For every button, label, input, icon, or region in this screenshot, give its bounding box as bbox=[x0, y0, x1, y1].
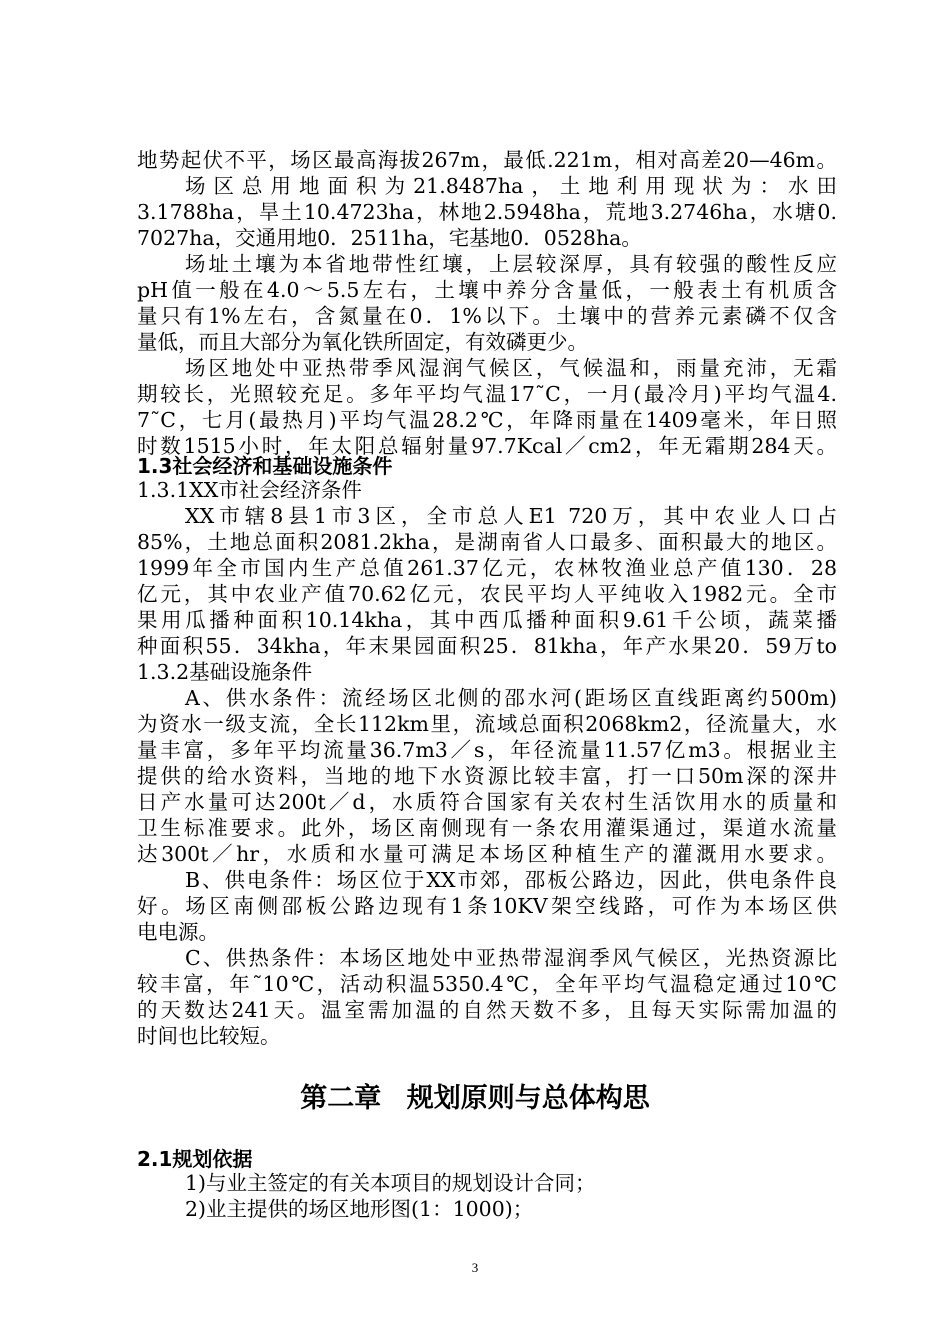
text-line: 量丰富，多年平均流量36.7m3／s，年径流量11.57亿m3。根据业主 bbox=[137, 738, 837, 762]
text-line: B、供电条件：场区位于XX市郊，邵板公路边，因此，供电条件良 bbox=[185, 868, 837, 892]
list-item: 1)与业主签定的有关本项目的规划设计合同； bbox=[185, 1171, 596, 1195]
text-line: 1999年全市国内生产总值261.37亿元，农林牧渔业总产值130．28 bbox=[137, 556, 837, 580]
text-line: 为资水一级支流，全长112km里，流域总面积2068km2，径流量大，水 bbox=[137, 712, 838, 736]
text-line: 时间也比较短。 bbox=[137, 1024, 281, 1048]
text-line: 果用瓜播种面积10.14kha，其中西瓜播种面积9.61千公顷，蔬菜播 bbox=[137, 608, 837, 632]
text-line: 地势起伏不平，场区最高海拔267m，最低.221m，相对高差20—46m。 bbox=[137, 148, 837, 172]
text-line: 好。场区南侧邵板公路边现有1条10KV架空线路，可作为本场区供 bbox=[137, 894, 837, 918]
text-line: 场址土壤为本省地带性红壤，上层较深厚，具有较强的酸性反应 bbox=[185, 252, 837, 276]
text-line: 场区地处中亚热带季风湿润气候区，气候温和，雨量充沛，无霜 bbox=[185, 356, 837, 380]
text-line: 量低，而且大部分为氧化铁所固定，有效磷更少。 bbox=[137, 330, 588, 354]
text-line: 7027ha，交通用地0．2511ha，宅基地0．0528ha。 bbox=[137, 226, 642, 250]
list-item: 2)业主提供的场区地形图(1：1000)； bbox=[185, 1197, 534, 1221]
subsection-heading: 1.3.2基础设施条件 bbox=[137, 660, 313, 684]
chapter-title: 第二章 规划原则与总体构思 bbox=[300, 1083, 650, 1114]
text-line: 期较长，光照较充足。多年平均气温17˜C，一月(最冷月)平均气温4. bbox=[137, 382, 837, 406]
text-line: 电电源。 bbox=[137, 920, 219, 944]
text-line: 3.1788ha，旱土10.4723ha，林地2.5948ha，荒地3.2746ha，水塘0. bbox=[137, 200, 837, 224]
text-line: C、供热条件：本场区地处中亚热带湿润季风气候区，光热资源比 bbox=[185, 946, 837, 970]
text-line: XX市辖8县1市3区，全市总人E1 720万，其中农业人口占 bbox=[185, 504, 837, 528]
text-line: 亿元，其中农业产值70.62亿元，农民平均人平纯收入1982元。全市 bbox=[137, 582, 837, 606]
text-line: 达300t／hr，水质和水量可满足本场区种植生产的灌溉用水要求。 bbox=[137, 842, 837, 866]
text-line: 提供的给水资料，当地的地下水资源比较丰富，打一口50m深的深井 bbox=[137, 764, 837, 788]
text-line: 7˜C，七月(最热月)平均气温28.2℃，年降雨量在1409毫米，年日照 bbox=[137, 408, 837, 432]
text-line: 的天数达241天。温室需加温的自然天数不多，且每天实际需加温的 bbox=[137, 998, 837, 1022]
text-line: 场区总用地面积为21.8487ha，土地利用现状为：水田 bbox=[185, 174, 837, 198]
text-line: 种面积55．34kha，年末果园面积25．81kha，年产水果20．59万to bbox=[137, 634, 837, 658]
text-line: pH值一般在4.0～5.5左右，土壤中养分含量低，一般表土有机质含 bbox=[137, 278, 837, 302]
text-line: 量只有1%左右，含氮量在0．1%以下。土壤中的营养元素磷不仅含 bbox=[137, 304, 837, 328]
text-line: 较丰富，年˜10℃，活动积温5350.4℃，全年平均气温稳定通过10℃ bbox=[137, 972, 837, 996]
text-line: A、供水条件：流经场区北侧的邵水河(距场区直线距离约500m) bbox=[185, 686, 837, 710]
text-line: 卫生标准要求。此外，场区南侧现有一条农用灌渠通过，渠道水流量 bbox=[137, 816, 837, 840]
section-heading: 2.1规划依据 bbox=[137, 1147, 253, 1171]
text-line: 85%，土地总面积2081.2kha，是湖南省人口最多、面积最大的地区。 bbox=[137, 530, 837, 554]
page-number: 3 bbox=[471, 1260, 479, 1275]
text-line: 时数1515小时，年太阳总辐射量97.7Kcal／cm2，年无霜期284天。 bbox=[137, 434, 837, 458]
text-line: 日产水量可达200t／d，水质符合国家有关农村生活饮用水的质量和 bbox=[137, 790, 837, 814]
subsection-heading: 1.3.1XX市社会经济条件 bbox=[137, 478, 362, 502]
section-heading: 1.3社会经济和基础设施条件 bbox=[137, 454, 393, 478]
